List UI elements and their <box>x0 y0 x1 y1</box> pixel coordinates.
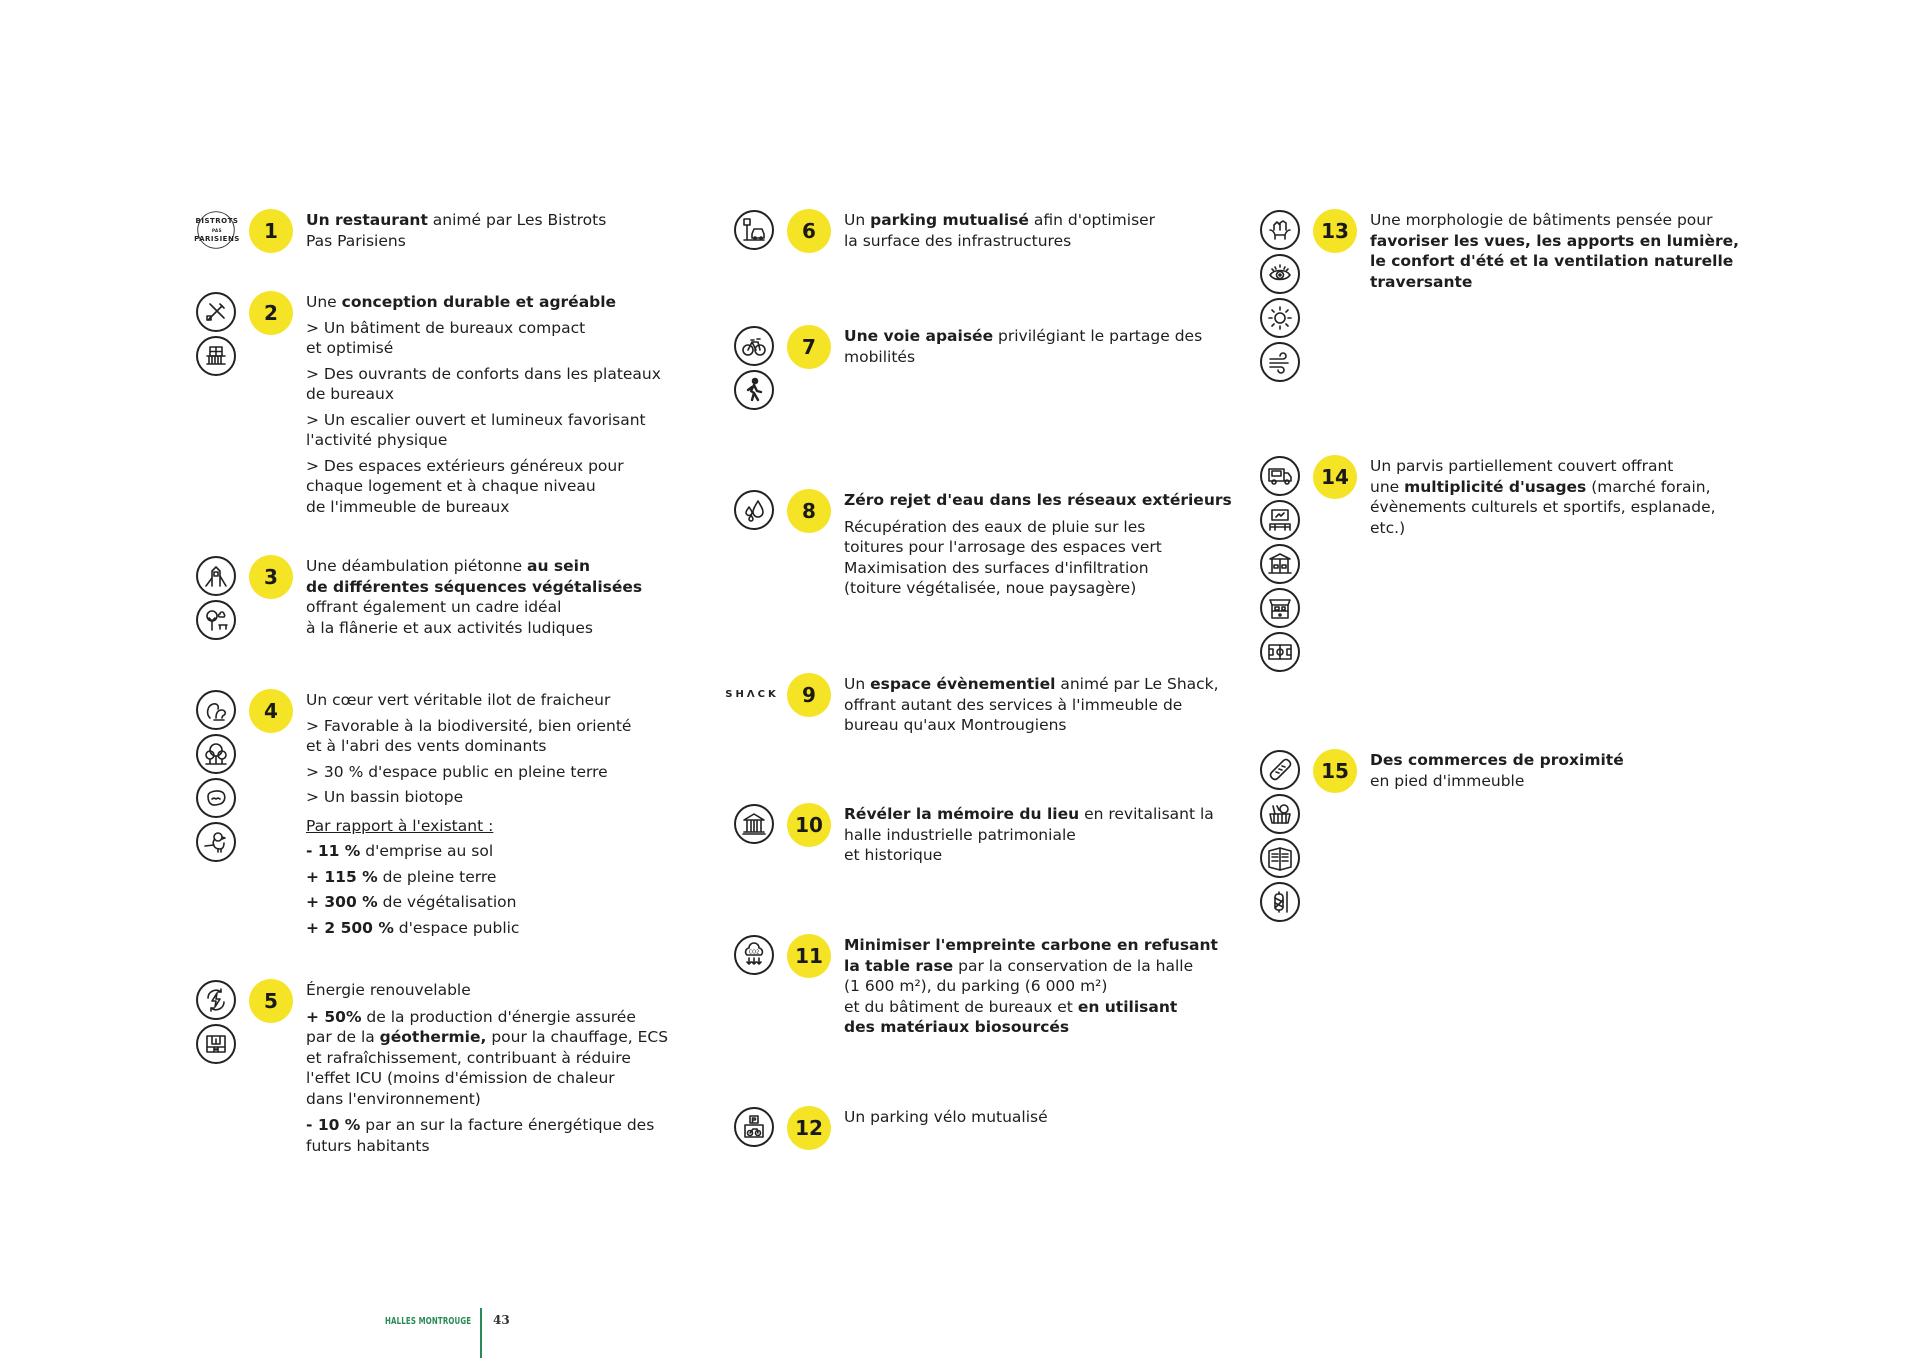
icon-stack <box>734 935 780 979</box>
food-truck-icon <box>1260 456 1300 496</box>
bold-text: + 2 500 % <box>306 918 394 937</box>
feature-description <box>306 292 666 517</box>
text-line <box>844 517 1204 538</box>
bullet-point <box>306 762 666 783</box>
text-run: offrant autant des services à l'immeuble de <box>844 695 1183 714</box>
text-run: Un cœur vert véritable ilot de fraicheur <box>306 691 611 709</box>
hands-buildings-icon <box>1260 210 1300 250</box>
bullet-point <box>306 318 666 359</box>
text-line <box>306 210 666 231</box>
text-run: Un parking vélo mutualisé <box>844 1108 1048 1126</box>
icon-stack <box>734 326 780 414</box>
text-line <box>844 695 1204 716</box>
text-line <box>844 558 1204 579</box>
feature-description <box>844 326 1204 367</box>
text-line <box>844 578 1204 599</box>
number-badge: 6 <box>787 209 831 253</box>
number-badge: 13 <box>1313 209 1357 253</box>
text-run: d'espace public <box>393 918 520 937</box>
building-facade-icon <box>196 336 236 376</box>
icon-stack <box>1260 210 1306 386</box>
text-line <box>1370 210 1730 231</box>
bold-text: parking mutualisé <box>870 211 1029 229</box>
text-line <box>306 1048 666 1069</box>
stat-line <box>306 918 666 939</box>
text-run: Maximisation des surfaces d'infiltration <box>844 558 1149 577</box>
feature-description <box>844 804 1214 866</box>
text-line <box>844 1107 1204 1128</box>
number-badge: 11 <box>787 934 831 978</box>
grocery-basket-icon <box>1260 794 1300 834</box>
bold-text: en utilisant <box>1077 997 1178 1016</box>
text-run: (1 600 m²), du parking (6 000 m²) <box>844 977 1108 995</box>
text-run: bureau qu'aux Montrougiens <box>844 716 1067 734</box>
text-run: de pleine terre <box>377 867 497 886</box>
feature-description <box>844 674 1219 736</box>
text-run: afin d'optimiser <box>1028 211 1156 229</box>
text-line <box>1370 231 1740 252</box>
screen-event-icon <box>1260 500 1300 540</box>
text-run: (toiture végétalisée, noue paysagère) <box>844 579 1137 597</box>
paragraph <box>306 1115 666 1156</box>
text-line <box>306 1068 666 1089</box>
bold-text: + 115 % <box>306 867 378 886</box>
comparison-heading: Par rapport à l'existant : <box>306 816 494 835</box>
number-badge: 10 <box>787 803 831 847</box>
water-drops-icon <box>734 490 774 530</box>
text-line <box>306 597 666 618</box>
text-run: animé par Le Shack, <box>1055 675 1219 693</box>
text-run: offrant également un cadre idéal <box>306 598 562 616</box>
page-number: 43 <box>493 1313 510 1327</box>
text-line <box>844 674 1219 695</box>
feature-description <box>844 210 1204 251</box>
text-line <box>844 1017 1204 1038</box>
bold-text: la table rase <box>844 956 954 975</box>
text-run: toitures pour l'arrosage des espaces vert <box>844 538 1162 556</box>
text-run: Un <box>844 211 871 229</box>
text-line <box>306 1007 666 1028</box>
text-run: Une <box>306 293 342 311</box>
icon-stack <box>196 292 242 380</box>
bold-text: conception durable et agréable <box>341 293 617 311</box>
text-run: animé par Les Bistrots <box>427 211 607 229</box>
text-line <box>844 825 1204 846</box>
stat-line <box>306 867 666 888</box>
text-run: par de la <box>306 1028 380 1046</box>
text-run: Un <box>844 675 871 693</box>
text-line <box>1370 518 1730 539</box>
bullet-line: > Des ouvrants de conforts dans les plateaux <box>306 364 661 383</box>
text-run: Pas Parisiens <box>306 231 406 250</box>
bullet-point <box>306 787 666 808</box>
icon-stack <box>734 210 780 254</box>
number-badge: 9 <box>787 673 831 717</box>
bold-text: + 300 % <box>306 893 378 911</box>
playground-icon <box>196 556 236 596</box>
text-run: pour la chauffage, ECS <box>486 1028 669 1046</box>
icon-stack <box>196 556 242 644</box>
bird-icon <box>196 822 236 862</box>
baguette-icon <box>1260 750 1300 790</box>
text-run: évènements culturels et sportifs, esplanade, <box>1370 498 1716 516</box>
logo-text: BISTROTS <box>195 217 239 225</box>
text-line <box>306 1089 666 1110</box>
text-run: halle industrielle patrimoniale <box>844 825 1076 844</box>
text-line <box>306 618 666 639</box>
pond-icon <box>196 778 236 818</box>
bold-text: + 50% <box>306 1007 362 1026</box>
text-line <box>306 1136 666 1157</box>
carousel-icon <box>1260 544 1300 584</box>
car-parking-icon <box>734 210 774 250</box>
number-badge: 2 <box>249 291 293 335</box>
number-badge: 1 <box>249 209 293 253</box>
logo-text: PAS <box>211 228 223 233</box>
bullet-line: > Un bâtiment de bureaux compact <box>306 318 586 337</box>
squirrel-icon <box>196 690 236 730</box>
text-line <box>1370 750 1730 771</box>
text-line <box>844 997 1204 1018</box>
number-badge: 12 <box>787 1106 831 1150</box>
number-badge: 3 <box>249 555 293 599</box>
text-line <box>844 935 1218 956</box>
bullet-line: chaque logement et à chaque niveau <box>306 477 596 495</box>
number-badge: 8 <box>787 489 831 533</box>
wind-icon <box>1260 342 1300 382</box>
text-line <box>844 804 1214 825</box>
bullet-line: l'activité physique <box>306 431 448 449</box>
sports-field-icon <box>1260 632 1300 672</box>
icon-stack <box>196 980 242 1068</box>
feature-description <box>1370 750 1730 791</box>
text-run: Une déambulation piétonne <box>306 557 528 575</box>
text-line <box>844 537 1204 558</box>
renewable-energy-icon <box>196 980 236 1020</box>
feature-description <box>306 556 666 638</box>
icon-stack <box>1260 750 1306 926</box>
text-run: en pied d'immeuble <box>1370 771 1525 790</box>
text-run: Une morphologie de bâtiments pensée pour <box>1370 211 1713 229</box>
text-line <box>844 347 1204 368</box>
icon-stack <box>1260 456 1306 676</box>
bold-text: Un restaurant <box>306 211 428 229</box>
text-line <box>306 980 666 1001</box>
paragraph <box>306 1007 669 1110</box>
text-run: (marché forain, <box>1586 477 1711 496</box>
text-run: par la conservation de la halle <box>953 956 1194 975</box>
text-run: Énergie renouvelable <box>306 981 471 999</box>
bullet-line: > Favorable à la biodiversité, bien orienté <box>306 716 632 735</box>
text-run: mobilités <box>844 347 916 366</box>
bold-text: Minimiser l'empreinte carbone en refusant <box>844 936 1218 954</box>
bold-text: géothermie, <box>379 1028 487 1046</box>
bold-text: au sein <box>527 557 591 575</box>
feature-description <box>306 980 669 1156</box>
text-line <box>306 577 666 598</box>
text-run: une <box>1370 477 1405 496</box>
bold-text: Révéler la mémoire du lieu <box>844 805 1080 823</box>
bold-text: - 11 % <box>306 842 361 860</box>
paragraph <box>844 517 1204 599</box>
bullet-line: > Un bassin biotope <box>306 788 464 806</box>
text-run: et rafraîchissement, contribuant à réduire <box>306 1048 631 1067</box>
feature-description <box>844 1107 1204 1128</box>
feature-description <box>306 210 666 251</box>
bold-text: le confort d'été et la ventilation naturelle <box>1370 252 1734 270</box>
text-line <box>1370 477 1730 498</box>
bold-text: Des commerces de proximité <box>1370 751 1624 769</box>
text-line <box>1370 272 1730 293</box>
bullet-point <box>306 364 666 405</box>
bold-text: espace évènementiel <box>870 675 1056 693</box>
text-line <box>306 690 666 711</box>
bold-text: Zéro rejet d'eau dans les réseaux extérieurs <box>844 491 1232 509</box>
text-line <box>844 715 1204 736</box>
text-line <box>306 556 666 577</box>
text-line <box>844 490 1232 511</box>
stat-line <box>306 892 666 913</box>
trees-icon <box>196 734 236 774</box>
number-badge: 4 <box>249 689 293 733</box>
text-line <box>306 1115 666 1136</box>
text-line <box>1370 497 1730 518</box>
bold-text: multiplicité d'usages <box>1404 477 1587 496</box>
footer-brand: HALLES MONTROUGE <box>385 1316 472 1327</box>
text-line <box>1370 251 1734 272</box>
logo-text: PARISIENS <box>194 235 240 243</box>
text-run: d'emprise au sol <box>360 842 494 860</box>
bold-text: des matériaux biosourcés <box>844 1018 1070 1036</box>
footer-divider <box>480 1308 482 1358</box>
text-line <box>306 1027 669 1048</box>
text-line <box>844 326 1204 347</box>
bullet-line: de bureaux <box>306 385 395 403</box>
text-line <box>1370 771 1730 792</box>
text-run: privilégiant le partage des <box>993 327 1203 345</box>
geothermal-icon <box>196 1024 236 1064</box>
text-line <box>844 976 1204 997</box>
market-stall-icon <box>1260 588 1300 628</box>
icon-stack <box>725 674 780 714</box>
text-run: en revitalisant la <box>1079 805 1214 823</box>
sun-icon <box>1260 298 1300 338</box>
bold-text: Une voie apaisée <box>844 327 994 345</box>
icon-stack <box>196 690 242 866</box>
text-run: et du bâtiment de bureaux et <box>844 997 1078 1016</box>
bold-text: traversante <box>1370 272 1473 291</box>
icon-stack <box>734 1107 780 1151</box>
bullet-line: de l'immeuble de bureaux <box>306 497 510 516</box>
bold-text: de différentes séquences végétalisées <box>306 577 643 596</box>
heritage-building-icon <box>734 804 774 844</box>
number-badge: 5 <box>249 979 293 1023</box>
number-badge: 14 <box>1313 455 1357 499</box>
text-run: futurs habitants <box>306 1136 430 1155</box>
text-line <box>844 845 1204 866</box>
bullet-line: > Un escalier ouvert et lumineux favorisant <box>306 410 646 429</box>
bistrots-pas-parisiens-logo <box>190 210 242 250</box>
eye-icon <box>1260 254 1300 294</box>
bullet-point <box>306 456 666 518</box>
text-run: Un parvis partiellement couvert offrant <box>1370 457 1674 475</box>
design-tools-icon <box>196 292 236 332</box>
park-bench-icon <box>196 600 236 640</box>
barber-pole-icon <box>1260 882 1300 922</box>
bicycle-icon <box>734 326 774 366</box>
text-run: à la flânerie et aux activités ludiques <box>306 618 593 637</box>
svg-text:CO2: CO2 <box>748 949 760 956</box>
bullet-line: > 30 % d'espace public en pleine terre <box>306 762 608 781</box>
feature-description <box>306 690 666 938</box>
text-run: de la production d'énergie assurée <box>361 1007 636 1026</box>
bullet-line: et à l'abri des vents dominants <box>306 737 547 755</box>
bike-parking-icon <box>734 1107 774 1147</box>
text-line <box>844 956 1204 977</box>
number-badge: 15 <box>1313 749 1357 793</box>
bullet-line: et optimisé <box>306 339 394 357</box>
text-line <box>844 231 1204 252</box>
feature-description <box>844 935 1218 1038</box>
icon-stack <box>734 804 780 848</box>
text-run: de végétalisation <box>377 893 517 911</box>
text-run: l'effet ICU (moins d'émission de chaleur <box>306 1069 615 1087</box>
text-run: par an sur la facture énergétique des <box>360 1116 655 1134</box>
pedestrian-icon <box>734 370 774 410</box>
bullet-line: > Des espaces extérieurs généreux pour <box>306 456 624 475</box>
text-run: dans l'environnement) <box>306 1089 481 1108</box>
feature-description <box>844 490 1232 599</box>
text-line <box>306 231 666 252</box>
bullet-point <box>306 716 666 757</box>
text-line <box>844 210 1204 231</box>
feature-description <box>1370 210 1740 292</box>
text-run: etc.) <box>1370 518 1406 537</box>
text-run: la surface des infrastructures <box>844 231 1072 250</box>
bold-text: favoriser les vues, les apports en lumière, <box>1370 231 1740 250</box>
icon-stack <box>196 210 242 250</box>
text-run: et historique <box>844 846 943 864</box>
number-badge: 7 <box>787 325 831 369</box>
co2-reduction-icon <box>734 935 774 975</box>
icon-stack <box>734 490 780 534</box>
shack-logo: SHΛCK <box>725 688 779 700</box>
bullet-point <box>306 410 666 451</box>
newspaper-icon <box>1260 838 1300 878</box>
stat-line <box>306 841 666 862</box>
text-line <box>1370 456 1730 477</box>
bold-text: - 10 % <box>306 1116 361 1134</box>
text-line <box>306 292 666 313</box>
feature-description <box>1370 456 1730 538</box>
text-run: Récupération des eaux de pluie sur les <box>844 517 1146 536</box>
